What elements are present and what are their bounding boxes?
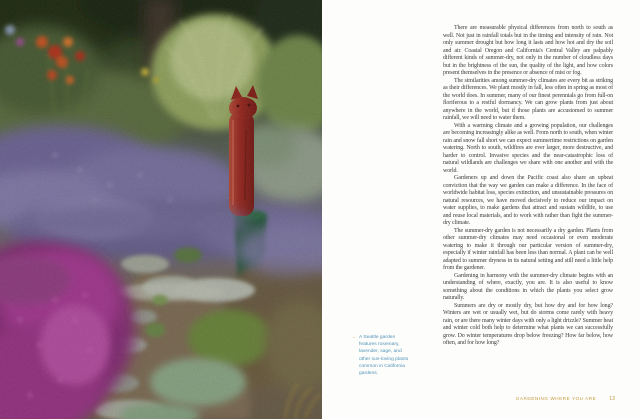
body-paragraph: With a warming climate and a growing population, our challenges are becoming increasingly alike as well. From north to south, when winter rain and snow fall short we can expect summertime restrictions on garden watering. North to south, wildfires are ever larger, more destructive, and harder to control. Invasive species and the near-catastrophic loss of natural wildlands are challenges we share with one another and with the world. [443,122,613,174]
body-paragraph: There are measurable physical differences from north to south as well. Not just in rainfall totals but in the timing and intensity of rain. Not only summer drought but how long it lasts and how hot and dry the soil and air. Coastal Oregon and California's Central Valley are palpably different kinds of summer-dry, not only in the number of cloudless days but in the brightness of the sun, the quality of the light, and how colors present themselves in the presence or absence of mist or fog. [443,25,613,76]
caption-left-arrow-icon: ← [352,334,357,340]
body-paragraph: Gardening in harmony with the summer-dry climate begins with an understanding of where, exactly, you are. It is also useful to know something about the conditions in which the plants you select grow naturally. [443,272,613,301]
body-paragraph: Gardeners up and down the Pacific coast also share an upbeat conviction that the way we garden can make a difference. In the face of worldwide habitat loss, species extinction, and unsustainable pressures on natural resources, we have moved decisively to reduce our impact on water supplies, to make gardens that attract and sustain wildlife, to use and reuse local materials, and to work with rather than fight the summer-dry climate. [443,175,613,226]
body-paragraph: Summers are dry or mostly dry, but how dry and for how long? Winters are wet or usually wet, but do storms come rarely with heavy rain, or are there many winter days with only a light drizzle? Summer heat and winter cold both help to determine what plants we can successfully grow. Do winter temperatures drop below freezing? How far below, how often, and for how long? [443,302,613,346]
caption-text: A Seattle garden features rosemary, lavender, sage, and other sun-loving plants common in California gardens. [359,335,409,377]
body-text-column [443,25,613,348]
body-paragraph: The summer-dry garden is not necessarily a dry garden. Plants from other summer-dry climates may need occasional or even moderate watering to make it through our particular version of summer-dry, especially if winter rainfall has been less than normal. A plant can be well adapted to summer dryness in its natural setting and still need a little help from the gardener. [443,227,613,271]
text-page [322,0,640,419]
body-paragraph: The similarities among summer-dry climates are every bit as striking as their differences. We plant mostly in fall, less often in spring as most of the world does. In summer, many of our finest perennials go from full-on floriferous to a restful dormancy. We can grow plants from just about anywhere in the world, but if those plants are accustomed to summer rainfall, we will need to water them. [443,77,613,121]
page-footer [443,396,615,402]
photo-caption [352,334,410,377]
page-number: 13 [609,396,615,402]
running-footer-title: GARDENING WHERE YOU ARE [515,396,597,401]
